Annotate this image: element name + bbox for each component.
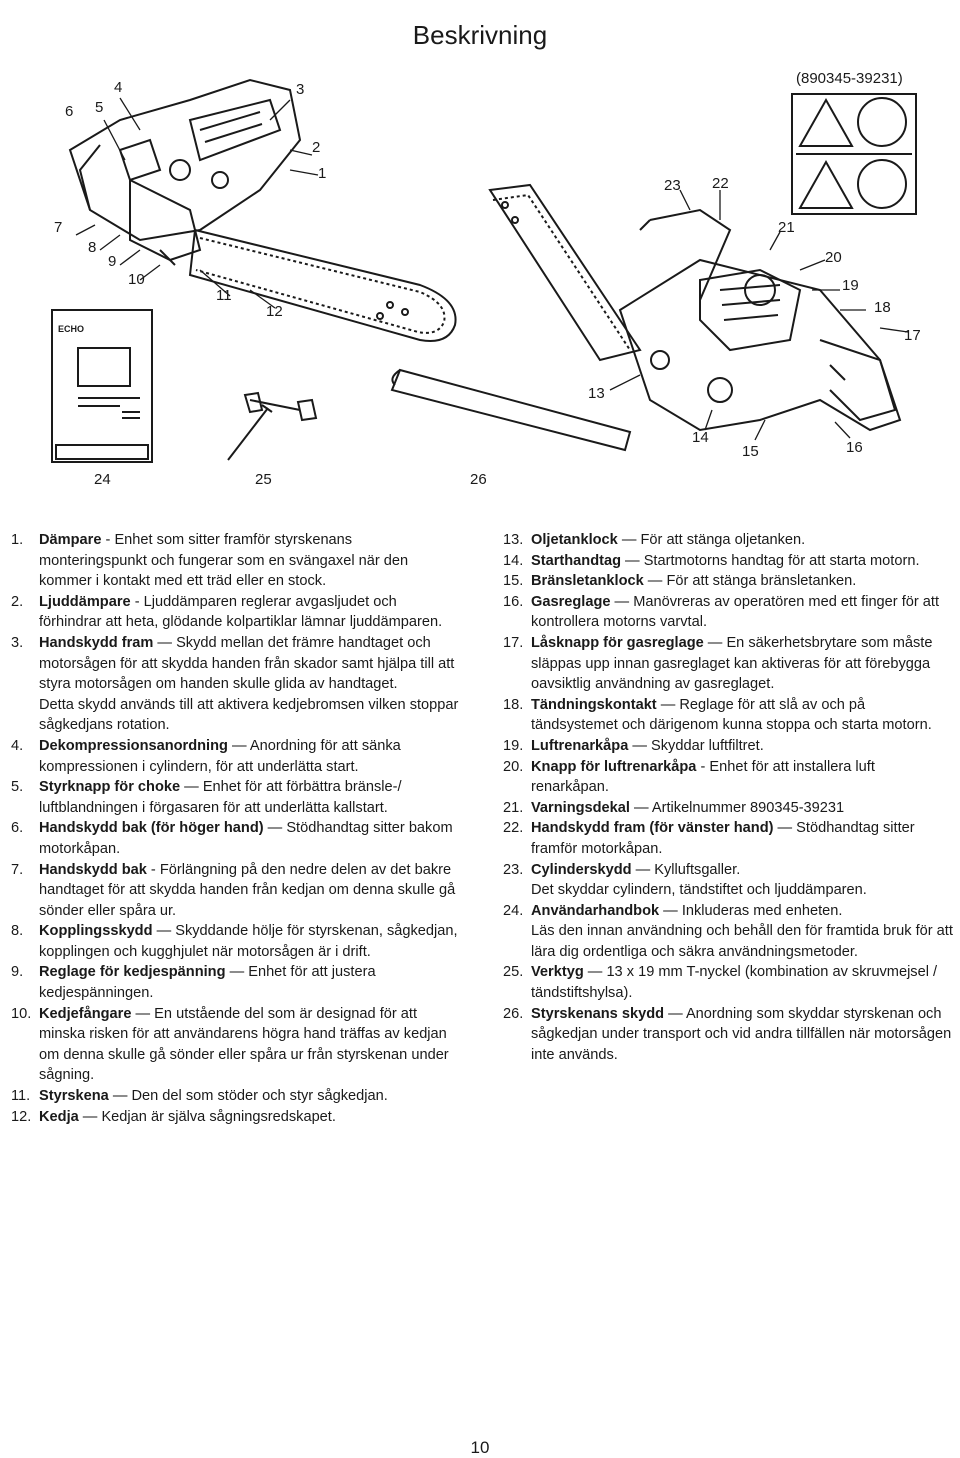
- description-list-left: [11, 530, 463, 1127]
- item-description: Förlängning på den nedre delen av det bakre handtaget för att skydda handen från kedjan om denna skulle gå sönder eller spåra ur.: [39, 861, 456, 919]
- item-description: Skyddar luftfiltret.: [651, 737, 764, 754]
- chainsaw-figure: [0, 60, 960, 500]
- item-term: Kopplingsskydd: [39, 923, 153, 940]
- item-description: För att stänga oljetanken.: [640, 532, 806, 548]
- item-term: Tändningskontakt: [531, 696, 657, 713]
- item-term: Ljuddämpare: [39, 593, 131, 610]
- callout-15: 15: [742, 443, 759, 460]
- item-number: 22.: [503, 820, 524, 837]
- callout-4: 4: [114, 79, 123, 96]
- item-term: Dämpare: [39, 532, 102, 548]
- item-number: 9.: [11, 964, 24, 981]
- item-term: Kedjefångare: [39, 1005, 132, 1022]
- item-term: Cylinderskydd: [531, 861, 632, 878]
- warning-decal-drawing: [792, 94, 916, 214]
- item-number: 11.: [11, 1088, 31, 1105]
- item-description: Inkluderas med enheten.: [681, 902, 843, 919]
- leader-lines: [76, 98, 908, 440]
- item-separator: —: [78, 1108, 102, 1125]
- item-description: Startmotorns handtag för att starta motorn.: [643, 552, 920, 569]
- item-term: Handskydd fram: [39, 634, 154, 651]
- item-term: Handskydd bak: [39, 861, 147, 878]
- item-number: 6.: [11, 820, 24, 837]
- callout-17: 17: [904, 327, 921, 344]
- item-number: 25.: [503, 964, 524, 981]
- list-item: [503, 901, 955, 963]
- item-separator: —: [153, 634, 177, 651]
- item-number: 13.: [503, 532, 524, 548]
- list-item: [503, 818, 955, 859]
- callout-20: 20: [825, 249, 842, 266]
- item-description: Skyddande hölje för styrskenan, sågkedjan, kopplingen och kugghjulet när motorsågen är i drift.: [39, 923, 458, 960]
- item-description: Anordning som skyddar styrskenan och sågkedjan under transport och vid andra tillfällen när motorsågen inte används.: [531, 1005, 952, 1063]
- item-separator: —: [610, 593, 634, 610]
- item-term: Reglage för kedjespänning: [39, 964, 226, 981]
- item-term: Verktyg: [531, 964, 584, 981]
- item-description: Reglage för att slå av och på tändsystemet och därigenom kunna stoppa och starta motorn.: [531, 696, 932, 734]
- item-number: 24.: [503, 902, 524, 919]
- item-number: 26.: [503, 1005, 524, 1022]
- list-item: [11, 860, 463, 922]
- list-item: [11, 1086, 463, 1107]
- item-term: Oljetanklock: [531, 532, 618, 548]
- item-number: 20.: [503, 758, 524, 775]
- item-term: Styrskena: [39, 1088, 109, 1105]
- list-item: [503, 962, 955, 1003]
- callout-13: 13: [588, 385, 605, 402]
- item-separator: —: [131, 1005, 155, 1022]
- item-separator: —: [227, 737, 250, 754]
- item-number: 17.: [503, 634, 524, 651]
- item-number: 4.: [11, 737, 24, 754]
- item-separator: —: [659, 902, 682, 919]
- callout-3: 3: [296, 81, 305, 98]
- item-description: Ljuddämparen reglerar avgasljudet och förhindrar att heta, glödande kolpartiklar lämnar ljuddämparen.: [39, 593, 443, 631]
- callout-1: 1: [318, 165, 327, 182]
- item-number: 19.: [503, 737, 524, 754]
- list-item: [11, 921, 463, 962]
- callout-19: 19: [842, 277, 859, 294]
- callout-7: 7: [54, 219, 63, 236]
- item-number: 2.: [11, 593, 24, 610]
- item-number: 10.: [11, 1005, 32, 1022]
- list-item: [503, 757, 955, 798]
- item-number: 14.: [503, 552, 524, 569]
- chainsaw-right-drawing: [490, 185, 900, 430]
- callout-18: 18: [874, 299, 891, 316]
- item-description: Anordning för att sänka kompressionen i cylindern, för att underlätta start.: [39, 737, 401, 775]
- item-description: Den del som stöder och styr sågkedjan.: [131, 1088, 388, 1105]
- callout-5: 5: [95, 99, 104, 116]
- item-separator: —: [664, 1005, 686, 1022]
- list-item: [503, 571, 955, 592]
- item-description: 13 x 19 mm T-nyckel (kombination av skruvmejsel / tändstiftshylsa).: [531, 964, 938, 1002]
- list-item: [11, 633, 463, 736]
- list-item: [503, 592, 955, 633]
- item-separator: —: [643, 573, 667, 590]
- item-description: Stödhandtag sitter framför motorkåpan.: [531, 820, 915, 857]
- description-list-right: [503, 530, 955, 1065]
- callout-10: 10: [128, 271, 145, 288]
- item-number: 1.: [11, 532, 24, 548]
- item-separator: —: [263, 820, 287, 837]
- callout-14: 14: [692, 429, 709, 446]
- item-separator: —: [583, 964, 607, 981]
- t-wrench-drawing: [228, 393, 316, 460]
- item-description: Enhet för att förbättra bränsle-/ luftblandningen i förgasaren för att underlätta kallstart.: [39, 779, 402, 816]
- manual-brand-text: ECHO: [58, 324, 85, 334]
- item-number: 12.: [11, 1108, 32, 1125]
- item-number: 8.: [11, 923, 24, 940]
- item-separator: —: [617, 532, 641, 548]
- part-number-label: (890345-39231): [796, 70, 903, 87]
- list-item: [503, 530, 955, 551]
- chainsaw-left-drawing: [70, 80, 456, 341]
- item-separator: —: [773, 820, 797, 837]
- list-item: [503, 695, 955, 736]
- list-item: [11, 777, 463, 818]
- callout-16: 16: [846, 439, 863, 456]
- callout-11: 11: [216, 287, 232, 304]
- item-separator: -: [146, 861, 160, 878]
- item-separator: -: [130, 593, 144, 610]
- callout-22: 22: [712, 175, 729, 192]
- list-item: [11, 1004, 463, 1086]
- bar-cover-drawing: [392, 370, 630, 450]
- item-term: Luftrenarkåpa: [531, 737, 629, 754]
- list-item: [503, 551, 955, 572]
- callout-23: 23: [664, 177, 681, 194]
- item-description: Kedjan är själva sågningsredskapet.: [101, 1108, 336, 1125]
- item-term: Kedja: [39, 1108, 79, 1125]
- item-description: Enhet för att installera luft renarkåpan.: [531, 758, 875, 796]
- item-number: 21.: [503, 799, 524, 816]
- list-item: [11, 1107, 463, 1128]
- item-extra: Detta skydd används till att aktivera kedjebromsen vilken stoppar sågkedjans rotation.: [39, 696, 459, 734]
- list-item: [503, 736, 955, 757]
- page-number: 10: [470, 1438, 490, 1457]
- item-term: Användarhandbok: [531, 902, 660, 919]
- item-term: Låsknapp för gasreglage: [531, 634, 704, 651]
- callout-24: 24: [94, 471, 111, 488]
- item-separator: —: [628, 737, 652, 754]
- item-separator: —: [703, 634, 727, 651]
- item-extra: Läs den innan användning och behåll den för framtida bruk för att lära dig ordentliga och säkra användningsmetoder.: [531, 923, 953, 960]
- list-item: [503, 860, 955, 901]
- item-separator: -: [101, 532, 115, 548]
- item-description: Skydd mellan det främre handtaget och motorsågen för att skydda handen från skador samt hjälpa till att styra motorsågen om handen skulle glida av handtaget.: [39, 634, 455, 693]
- item-description: Enhet som sitter framför styrskenans monteringspunkt och fungerar som en svängaxel när den kommer i kontakt med ett träd eller en stock.: [39, 532, 409, 590]
- item-description: En utstående del som är designad för att minska risken för att användarens högra hand träffas av kedjan om denna skulle gå sönder eller spåra ur från styrskenan under sågning.: [39, 1005, 449, 1084]
- list-item: [11, 818, 463, 859]
- callout-9: 9: [108, 253, 117, 270]
- item-term: Starthandtag: [531, 552, 621, 569]
- item-term: Knapp för luftrenarkåpa: [531, 758, 697, 775]
- list-item: [11, 962, 463, 1003]
- item-description: Kylluftsgaller.: [654, 861, 741, 878]
- item-separator: —: [108, 1088, 132, 1105]
- item-separator: —: [225, 964, 249, 981]
- item-separator: -: [696, 758, 710, 775]
- item-separator: —: [180, 779, 203, 796]
- page-title: Beskrivning: [412, 20, 548, 50]
- item-term: Styrskenans skydd: [531, 1005, 665, 1022]
- list-item: [11, 736, 463, 777]
- callout-2: 2: [312, 139, 321, 156]
- item-term: Handskydd bak (för höger hand): [39, 820, 264, 837]
- list-item: [11, 530, 463, 592]
- item-extra: Det skyddar cylindern, tändstiftet och ljuddämparen.: [531, 882, 867, 899]
- item-separator: —: [631, 861, 655, 878]
- item-number: 7.: [11, 861, 24, 878]
- list-item: [503, 633, 955, 695]
- item-description: För att stänga bränsletanken.: [666, 573, 857, 590]
- item-separator: —: [621, 552, 644, 569]
- item-number: 18.: [503, 696, 524, 713]
- list-item: [503, 798, 955, 819]
- callout-12: 12: [266, 303, 283, 320]
- list-item: [503, 1004, 955, 1066]
- callout-6: 6: [65, 103, 74, 120]
- callout-21: 21: [778, 219, 795, 236]
- callout-8: 8: [88, 239, 97, 256]
- item-number: 16.: [503, 593, 524, 610]
- item-term: Dekompressionsanordning: [39, 737, 228, 754]
- item-description: Enhet för att justera kedjespänningen.: [39, 964, 376, 1002]
- item-description: En säkerhetsbrytare som måste släppas upp innan gasreglaget kan aktiveras för att förebygga oavsiktlig användning av gasreglaget.: [531, 634, 933, 693]
- item-term: Varningsdekal: [531, 799, 630, 816]
- item-term: Bränsletanklock: [531, 573, 644, 590]
- item-separator: —: [152, 923, 176, 940]
- item-description: Manövreras av operatören med ett finger för att kontrollera motorns varvtal.: [531, 593, 940, 631]
- item-description: Stödhandtag sitter bakom motorkåpan.: [39, 820, 453, 857]
- item-description: Artikelnummer 890345-39231: [651, 799, 845, 816]
- item-separator: —: [629, 799, 652, 816]
- item-number: 23.: [503, 861, 524, 878]
- item-separator: —: [656, 696, 680, 713]
- item-term: Handskydd fram (för vänster hand): [531, 820, 774, 837]
- callout-26: 26: [470, 471, 487, 488]
- list-item: [11, 592, 463, 633]
- item-number: 5.: [11, 779, 24, 796]
- item-term: Styrknapp för choke: [39, 779, 181, 796]
- item-term: Gasreglage: [531, 593, 611, 610]
- callout-25: 25: [255, 471, 272, 488]
- item-number: 15.: [503, 573, 524, 590]
- item-number: 3.: [11, 634, 24, 651]
